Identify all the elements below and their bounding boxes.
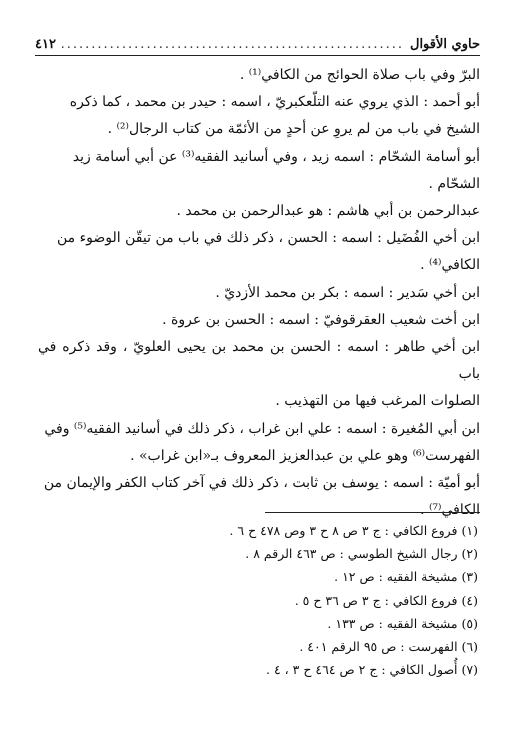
- text-line: ابن أخت شعيب العقرقوفيّ : اسمه : الحسن بن عروة .: [162, 311, 480, 328]
- footnote: (٣) مشيخة الفقيه : ص ١٢ .: [334, 569, 478, 585]
- text-line: الكافي⁽⁴⁾ .: [420, 257, 480, 274]
- text-line: الشحّام .: [428, 175, 480, 192]
- footnote: (٥) مشيخة الفقيه : ص ١٣٣ .: [327, 615, 478, 631]
- footnote: (١) فروع الكافي : ج ٣ ص ٨ ح ٣ وص ٤٧٨ ح ٦ .: [229, 523, 478, 538]
- text-line: ابن أبي المُغيرة : اسمه : علي ابن غراب ، ذكر ذلك في أسانيد الفقيه⁽⁵⁾ وفي: [44, 420, 480, 437]
- footnote-separator: [265, 512, 480, 513]
- footnote: (٦) الفهرست : ص ٩٥ الرقم ٤٠١ .: [299, 639, 478, 655]
- text-line: الكافي⁽⁷⁾ .: [420, 502, 480, 519]
- footnote: (٧) أُصول الكافي : ج ٢ ص ٤٦٤ ح ٣ ، ٤ .: [266, 662, 478, 678]
- text-line: أبو أميّة : اسمه : يوسف بن ثابت ، ذكر ذلك في آخر كتاب الكفر والإيمان من: [43, 475, 480, 492]
- text-line: ابن أخي طاهر : اسمه : الحسن بن محمد بن يحيى العلويّ ، وقد ذكره في باب: [38, 339, 480, 383]
- text-line: ابن أخي سَدير : اسمه : بكر بن محمد الأزديّ .: [215, 284, 480, 301]
- text-line: أبو أسامة الشحّام : اسمه زيد ، وفي أسانيد الفقيه⁽³⁾ عن أبي أسامة زيد: [72, 148, 480, 165]
- text-line: ابن أخي الفُضَيل : اسمه : الحسن ، ذكر ذلك في باب من تيقّن الوضوء من: [56, 230, 480, 247]
- text-line: الفهرست⁽⁶⁾ وهو علي بن عبدالعزيز المعروف بـ«ابن غراب» .: [130, 447, 480, 464]
- footnotes: [38, 519, 478, 681]
- footnote: (٤) فروع الكافي : ج ٣ ص ٣٦ ح ٥ .: [294, 592, 478, 608]
- text-line: الشيخ في باب من لم يروِ عن أحدٍ من الأئمّة من كتاب الرجال⁽²⁾ .: [107, 121, 480, 138]
- running-title: حاوي الأقوال: [410, 37, 480, 52]
- text-line: البرّ وفي باب صلاة الحوائج من الكافي⁽¹⁾ .: [239, 67, 480, 83]
- footnote: (٢) رجال الشيخ الطوسي : ص ٤٦٣ الرقم ٨ .: [245, 546, 478, 562]
- text-line: عبدالرحمن بن أبي هاشم : هو عبدالرحمن بن محمد .: [176, 203, 480, 220]
- main-text: [38, 62, 480, 524]
- page-header: [35, 30, 480, 56]
- page-number: ٤١٢: [35, 37, 56, 52]
- leader-dots: [62, 37, 404, 52]
- text-line: أبو أحمد : الذي يروي عنه التلّعكبريّ ، اسمه : حيدر بن محمد ، كما ذكره: [69, 94, 480, 111]
- text-line: الصلوات المرغب فيها من التهذيب .: [275, 393, 480, 410]
